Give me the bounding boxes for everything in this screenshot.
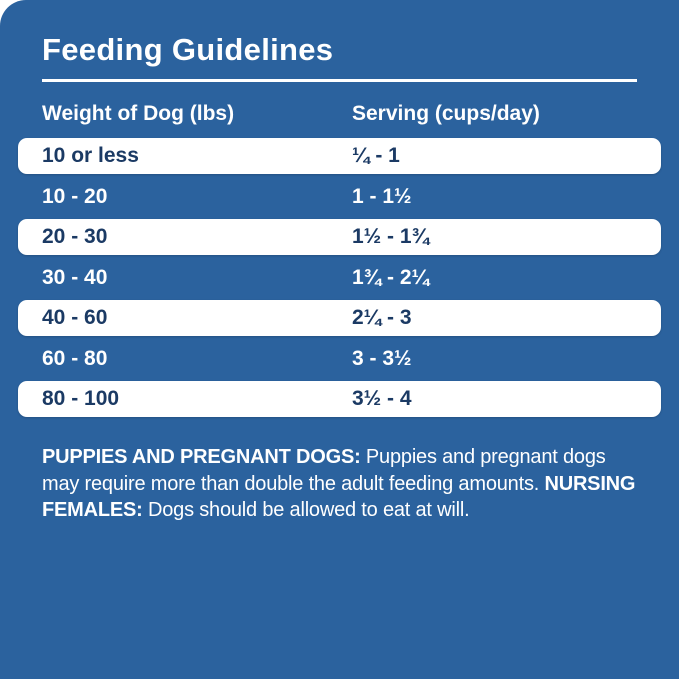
weight-cell: 30 - 40: [42, 265, 108, 289]
weight-cell: 60 - 80: [42, 346, 108, 370]
table-row: [18, 255, 661, 300]
weight-cell: 40 - 60: [42, 306, 108, 329]
table-row: [18, 174, 661, 219]
table-header-row: [18, 101, 661, 127]
feeding-notes: [42, 444, 637, 524]
puppies-pregnant-text: Puppies and pregnant dogs may require more than double the adult feeding amounts.: [42, 446, 606, 495]
nursing-females-label: NURSING FEMALES:: [42, 472, 636, 521]
column-header-serving: Serving (cups/day): [352, 102, 540, 125]
serving-cell: 1 - 1½: [352, 184, 412, 208]
feeding-table: [18, 101, 661, 417]
table-row: [18, 381, 661, 417]
serving-cell: 1¾ - 2¼: [352, 265, 430, 289]
table-row: [18, 300, 661, 336]
serving-cell: 1½ - 1¾: [352, 225, 430, 248]
title-underline: [42, 79, 637, 82]
serving-cell: 2¼ - 3: [352, 306, 412, 329]
weight-cell: 10 or less: [42, 144, 139, 167]
serving-cell: 3½ - 4: [352, 387, 412, 410]
column-header-weight: Weight of Dog (lbs): [42, 102, 235, 125]
table-row: [18, 336, 661, 381]
page-title: Feeding Guidelines: [42, 32, 334, 67]
puppies-pregnant-label: PUPPIES AND PREGNANT DOGS:: [42, 446, 366, 468]
weight-cell: 10 - 20: [42, 184, 108, 208]
nursing-females-text: Dogs should be allowed to eat at will.: [147, 499, 470, 521]
weight-cell: 20 - 30: [42, 225, 108, 248]
serving-cell: ¼ - 1: [352, 144, 400, 167]
serving-cell: 3 - 3½: [352, 346, 412, 370]
weight-cell: 80 - 100: [42, 387, 120, 410]
table-row: [18, 138, 661, 174]
table-row: [18, 219, 661, 255]
